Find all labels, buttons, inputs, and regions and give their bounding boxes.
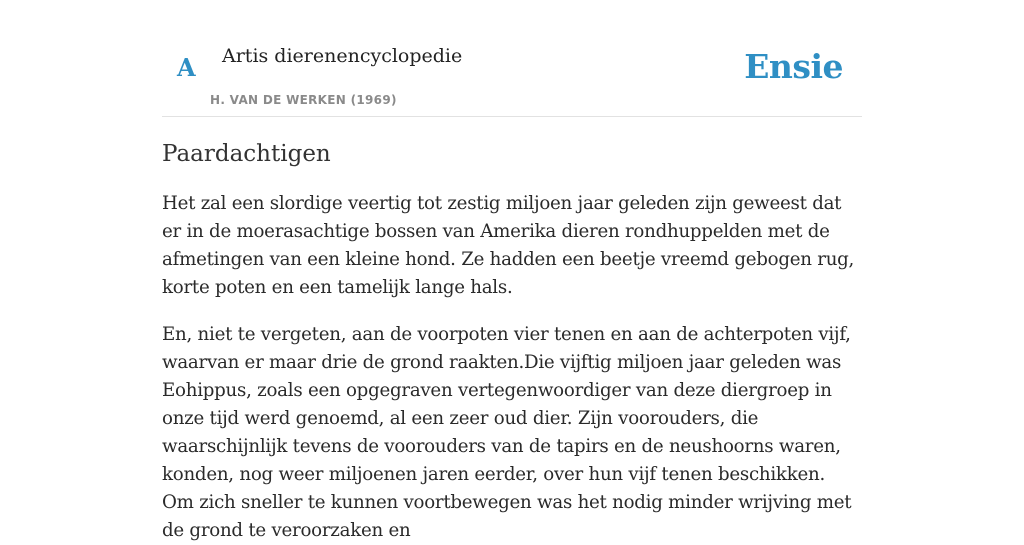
page-header	[162, 0, 862, 117]
index-letter[interactable]: A	[177, 53, 196, 82]
article-title: Paardachtigen	[162, 141, 331, 167]
article-page	[162, 0, 862, 545]
book-author: H. VAN DE WERKEN (1969)	[210, 93, 397, 107]
article-paragraph-2: En, niet te vergeten, aan de voorpoten vier tenen en aan de achterpoten vijf, waarvan er maar drie de grond raakten.Die vijftig miljoen jaar geleden was Eohippus, zoals een opgegraven vertegenwoordiger van deze diergroep in onze tijd werd genoemd, al een zeer oud dier. Zijn voorouders, die waarschijnlijk tevens de voorouders van de tapirs en de neushoorns waren, konden, nog weer miljoenen jaren eerder, over hun vijf tenen beschikken. Om zich sneller te kunnen voortbewegen was het nodig minder wrijving met de grond te veroorzaken en	[162, 324, 852, 541]
brand-logo[interactable]: Ensie	[744, 47, 843, 86]
book-title[interactable]: Artis dierenencyclopedie	[222, 45, 463, 67]
article-paragraph-1: Het zal een slordige veertig tot zestig miljoen jaar geleden zijn geweest dat er in de moerasachtige bossen van Amerika dieren rondhuppelden met de afmetingen van een kleine hond. Ze hadden een beetje vreemd gebogen rug, korte poten en een tamelijk lange hals.	[162, 193, 855, 298]
